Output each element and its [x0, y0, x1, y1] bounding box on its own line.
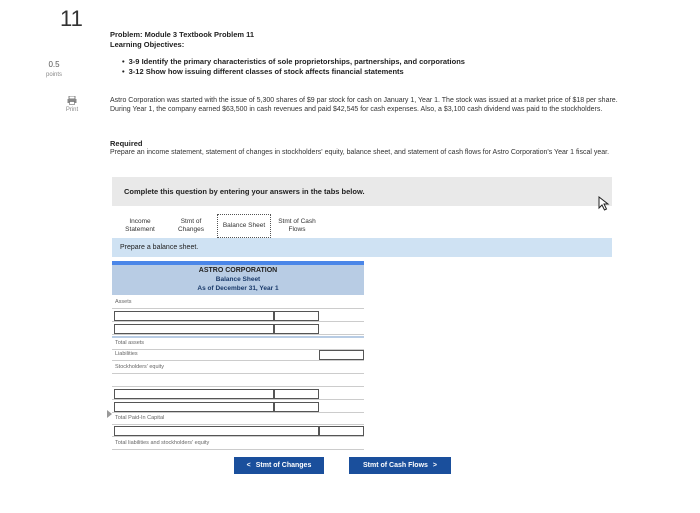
equity-account-input[interactable]	[114, 402, 274, 412]
required-text: Prepare an income statement, statement of changes in stockholders' equity, balance sheet, and statement of cash flows for Astro Corporation's Year 1 fiscal year.	[110, 149, 610, 156]
liabilities-total-input[interactable]	[319, 350, 364, 360]
equity-amount-input[interactable]	[274, 402, 319, 412]
prev-tab-button[interactable]	[234, 457, 324, 474]
asset-account-input[interactable]	[114, 324, 274, 334]
assets-label: Assets	[115, 299, 132, 305]
total-liabilities-equity-label: Total liabilities and stockholders' equity	[115, 440, 210, 446]
stockholders-equity-row	[112, 362, 364, 374]
prompt-text: Prepare a balance sheet.	[120, 244, 199, 251]
total-paid-in-capital-row	[112, 413, 364, 425]
prompt-bar	[112, 238, 612, 257]
chevron-right-icon: >	[432, 462, 438, 469]
problem-header	[110, 30, 254, 50]
balance-sheet-header	[112, 261, 364, 295]
statement-title: Balance Sheet	[215, 276, 261, 283]
total-liabilities-equity-row	[112, 438, 364, 450]
tab-stmt-of-cash-flows[interactable]: Stmt of Cash Flows	[278, 218, 316, 233]
total-assets-label: Total assets	[115, 340, 145, 346]
equity-total-input[interactable]	[319, 426, 364, 436]
points-indicator	[46, 60, 62, 80]
points-value: 0.5	[48, 60, 60, 69]
total-paid-in-capital-label: Total Paid-In Capital	[115, 415, 165, 421]
tab-stmt-of-changes[interactable]: Stmt of Changes	[177, 218, 205, 233]
instructions-bar	[112, 177, 612, 206]
table-row	[112, 388, 364, 400]
objective-item: • 3-12 Show how issuing different classes of stock affects financial statements	[122, 67, 465, 77]
points-label: points	[46, 72, 63, 78]
objective-item: • 3-9 Identify the primary characteristics of sole proprietorships, partnerships, and corporations	[122, 57, 465, 67]
equity-account-input[interactable]	[114, 426, 319, 436]
table-row	[112, 310, 364, 322]
statement-date: As of December 31, Year 1	[197, 285, 279, 292]
table-row	[112, 375, 364, 387]
assets-label-row	[112, 297, 364, 309]
equity-account-input[interactable]	[114, 389, 274, 399]
tab-balance-sheet[interactable]: Balance Sheet	[217, 214, 271, 238]
tab-income-statement[interactable]: Income Statement	[125, 218, 155, 233]
next-tab-label: Stmt of Cash Flows	[362, 462, 428, 469]
stockholders-equity-label: Stockholders' equity	[115, 364, 165, 370]
asset-amount-input[interactable]	[274, 324, 319, 334]
asset-account-input[interactable]	[114, 311, 274, 321]
objectives-list	[122, 57, 465, 77]
question-number: 11	[60, 6, 83, 31]
print-button[interactable]	[62, 96, 82, 113]
print-label: Print	[65, 107, 79, 113]
chevron-left-icon: <	[246, 462, 251, 469]
prev-tab-label: Stmt of Changes	[255, 462, 312, 469]
printer-icon	[67, 96, 77, 105]
instructions-text: Complete this question by entering your answers in the tabs below.	[124, 187, 365, 196]
equity-amount-input[interactable]	[274, 389, 319, 399]
asset-amount-input[interactable]	[274, 311, 319, 321]
problem-title: Problem: Module 3 Textbook Problem 11	[110, 30, 255, 39]
required-heading: Required	[110, 139, 143, 148]
problem-description: Astro Corporation was started with the issue of 5,300 shares of $9 par stock for cash on January 1, Year 1. The stock was issued at a market price of $18 per share. During Year 1, the company earned $63,500 in cash revenues and paid $42,545 for cash expenses. Also, a $3,100 cash dividend was paid to the stockholders.	[110, 97, 618, 113]
company-name: ASTRO CORPORATION	[198, 267, 278, 274]
table-row	[112, 323, 364, 335]
table-row	[112, 401, 364, 413]
liabilities-label: Liabilities	[115, 351, 138, 357]
mouse-cursor-icon	[598, 196, 612, 212]
next-tab-button[interactable]	[349, 457, 451, 474]
objectives-label: Learning Objectives:	[110, 40, 185, 49]
